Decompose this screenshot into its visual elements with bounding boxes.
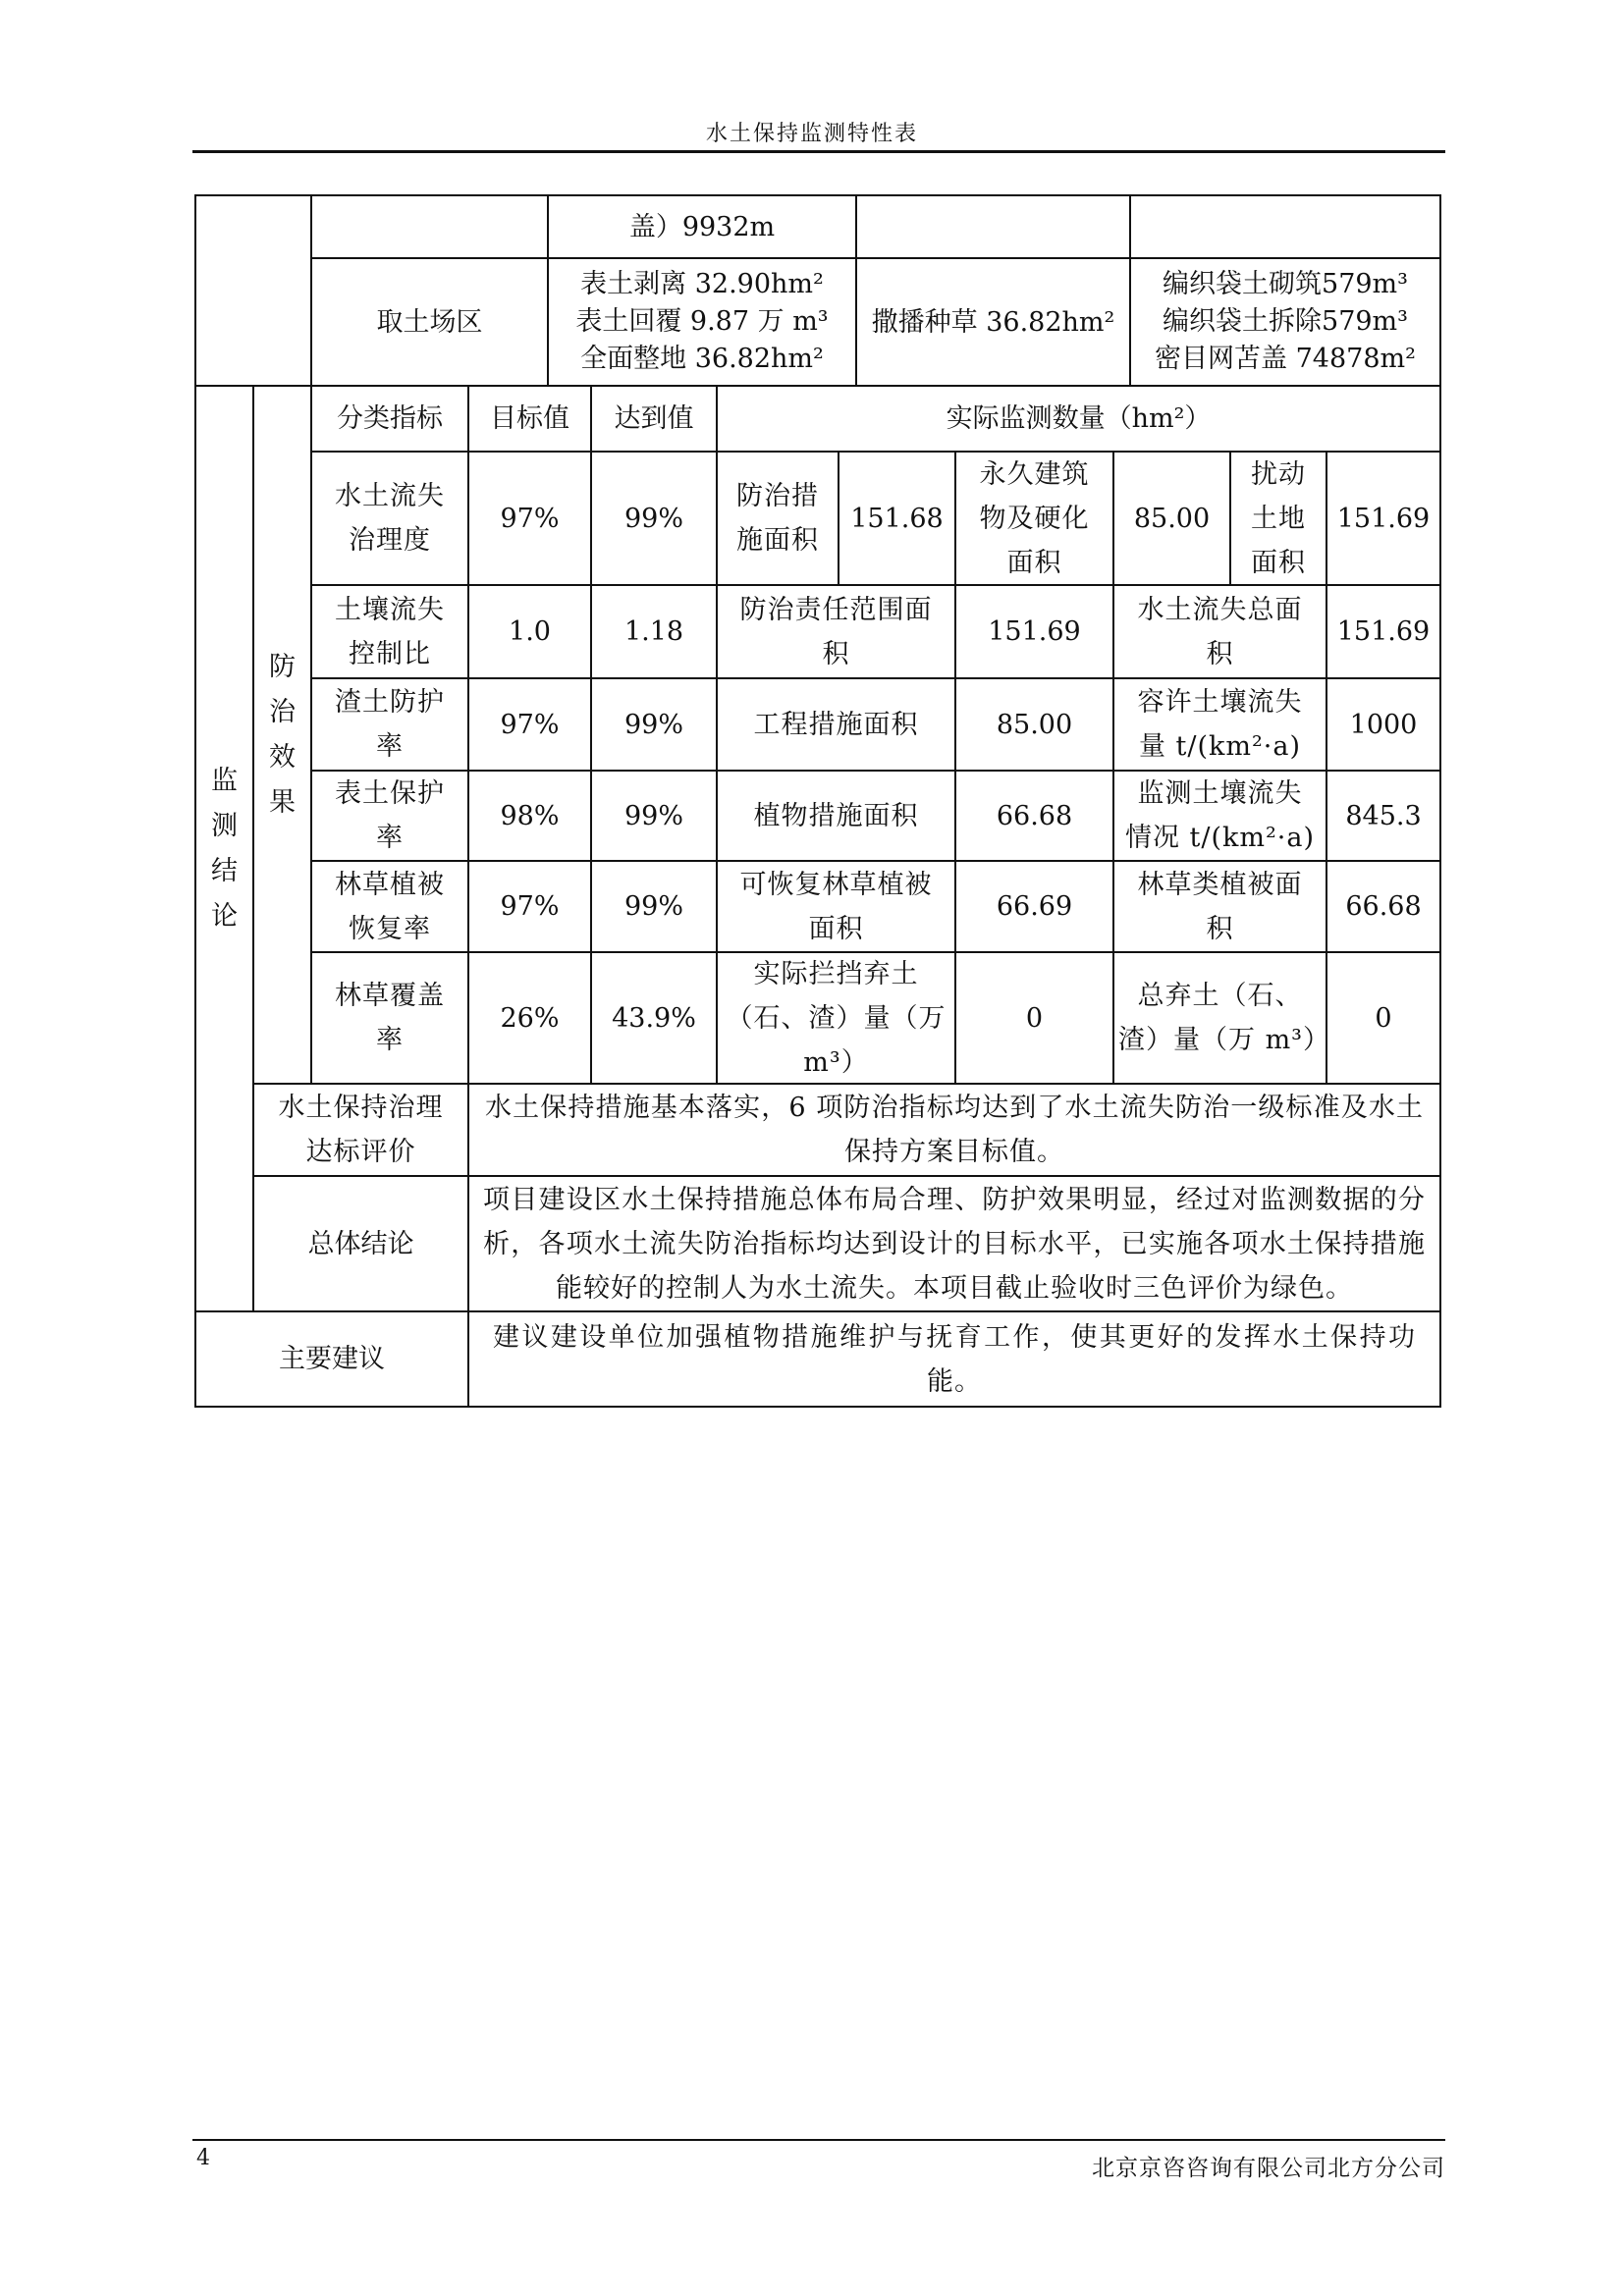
row1-b-value: 85.00 (1112, 451, 1231, 586)
row5-target: 97% (467, 860, 592, 953)
row4-b-label: 监测土壤流失 情况 t/(km²·a) (1112, 770, 1327, 862)
row5-b-value: 66.68 (1326, 860, 1441, 953)
cell-temp-blank (1129, 194, 1441, 259)
cell-engineering-cont: 盖）9932m (547, 194, 857, 259)
cell-plant-blank (855, 194, 1131, 259)
row5-b-label: 林草类植被面 积 (1112, 860, 1327, 953)
cell-area-blank (310, 194, 549, 259)
row1-target: 97% (467, 451, 592, 586)
row-topsoil-protection-rate: 表土保护 率 (310, 770, 469, 862)
row4-target: 98% (467, 770, 592, 862)
row-spoil-protection-rate: 渣土防护 率 (310, 677, 469, 772)
footer-rule (192, 2139, 1445, 2141)
section-label-monitoring-conclusion: 监 测 结 论 (194, 385, 254, 1312)
row3-target: 97% (467, 677, 592, 772)
row1-a-value: 151.68 (838, 451, 956, 586)
cell-plant-measures: 撒播种草 36.82hm² (855, 257, 1131, 387)
standard-evaluation-text: 水土保持措施基本落实，6 项防治指标均达到了水土流失防治一级标准及水土保持方案目标值。 (467, 1083, 1441, 1177)
row1-achieved: 99% (590, 451, 718, 586)
row2-b-value: 151.69 (1326, 584, 1441, 679)
row3-a-value: 85.00 (954, 677, 1114, 772)
overall-conclusion-label: 总体结论 (252, 1175, 469, 1312)
row6-b-value: 0 (1326, 951, 1441, 1085)
page-number: 4 (196, 2146, 210, 2170)
row5-a-label: 可恢复林草植被 面积 (716, 860, 956, 953)
row4-a-value: 66.68 (954, 770, 1114, 862)
cell-left-blank (194, 194, 312, 387)
row6-achieved: 43.9% (590, 951, 718, 1085)
row6-a-value: 0 (954, 951, 1114, 1085)
row6-a-label: 实际拦挡弃土 （石、渣）量（万 m³） (716, 951, 956, 1085)
footer-company-name: 北京京咨咨询有限公司北方分公司 (1092, 2156, 1445, 2181)
col-header-category: 分类指标 (310, 385, 469, 453)
main-suggestion-label: 主要建议 (194, 1310, 469, 1408)
standard-evaluation-label: 水土保持治理 达标评价 (252, 1083, 469, 1177)
cell-area-name: 取土场区 (310, 257, 549, 387)
row-vegetation-coverage-rate: 林草覆盖 率 (310, 951, 469, 1085)
row1-b-label: 永久建筑 物及硬化 面积 (954, 451, 1114, 586)
row5-achieved: 99% (590, 860, 718, 953)
row3-b-label: 容许土壤流失 量 t/(km²·a) (1112, 677, 1327, 772)
main-suggestion-text: 建议建设单位加强植物措施维护与抚育工作，使其更好的发挥水土保持功能。 (467, 1310, 1441, 1408)
row5-a-value: 66.69 (954, 860, 1114, 953)
overall-conclusion-text: 项目建设区水土保持措施总体布局合理、防护效果明显，经过对监测数据的分析，各项水土流失防治指标均达到设计的目标水平，已实施各项水土保持措施能较好的控制人为水土流失。本项目截止验收时三色评价为绿色。 (467, 1175, 1441, 1312)
col-header-target: 目标值 (467, 385, 592, 453)
row1-a-label: 防治措 施面积 (716, 451, 839, 586)
row2-a-value: 151.69 (954, 584, 1114, 679)
row1-c-value: 151.69 (1326, 451, 1441, 586)
row-soil-erosion-control: 水土流失 治理度 (310, 451, 469, 586)
page-header-title: 水土保持监测特性表 (705, 122, 918, 146)
row4-achieved: 99% (590, 770, 718, 862)
row2-target: 1.0 (467, 584, 592, 679)
col-header-achieved: 达到值 (590, 385, 718, 453)
row3-b-value: 1000 (1326, 677, 1441, 772)
cell-temporary-measures: 编织袋土砌筑579m³ 编织袋土拆除579m³ 密目网苫盖 74878m² (1129, 257, 1441, 387)
col-header-measured: 实际监测数量（hm²） (716, 385, 1441, 453)
row2-b-label: 水土流失总面 积 (1112, 584, 1327, 679)
row3-a-label: 工程措施面积 (716, 677, 956, 772)
row-soil-loss-control-ratio: 土壤流失 控制比 (310, 584, 469, 679)
row4-a-label: 植物措施面积 (716, 770, 956, 862)
row1-c-label: 扰动 土地 面积 (1229, 451, 1327, 586)
row4-b-value: 845.3 (1326, 770, 1441, 862)
row2-a-label: 防治责任范围面 积 (716, 584, 956, 679)
row6-target: 26% (467, 951, 592, 1085)
row6-b-label: 总弃土（石、 渣）量（万 m³） (1112, 951, 1327, 1085)
row3-achieved: 99% (590, 677, 718, 772)
row-vegetation-restoration-rate: 林草植被 恢复率 (310, 860, 469, 953)
cell-engineering-measures: 表土剥离 32.90hm² 表土回覆 9.87 万 m³ 全面整地 36.82hm² (547, 257, 857, 387)
section-label-prevention-effect: 防 治 效 果 (252, 385, 312, 1085)
row2-achieved: 1.18 (590, 584, 718, 679)
